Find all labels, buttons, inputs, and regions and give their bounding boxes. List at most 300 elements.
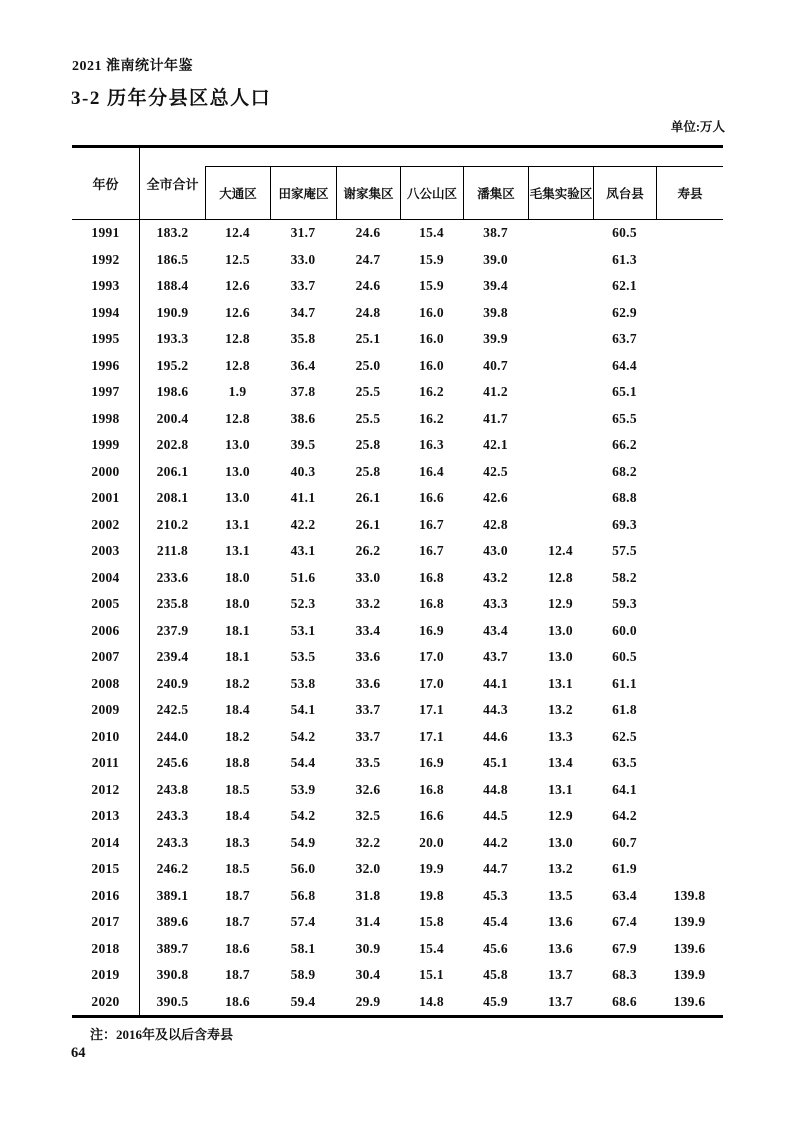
year-cell: 1994 <box>72 300 140 327</box>
value-cell: 53.9 <box>290 781 316 797</box>
value-cell: 61.9 <box>612 861 637 877</box>
value-cell: 68.2 <box>612 463 637 479</box>
value-cell <box>656 353 723 380</box>
value-cell: 14.8 <box>419 993 444 1009</box>
value-cell: 18.5 <box>225 861 250 877</box>
value-cell: 211.8 <box>156 543 189 559</box>
year-cell: 2005 <box>72 591 140 618</box>
table-title: 3-2 历年分县区总人口 <box>71 88 272 109</box>
value-cell <box>528 512 593 539</box>
value-cell: 44.2 <box>483 834 508 850</box>
value-cell: 24.7 <box>355 251 381 267</box>
value-cell: 13.4 <box>548 755 573 771</box>
year-cell: 2006 <box>72 618 140 645</box>
value-cell: 139.8 <box>673 887 706 903</box>
value-cell: 58.1 <box>290 940 316 956</box>
value-cell: 45.3 <box>483 887 508 903</box>
value-cell: 43.0 <box>483 543 508 559</box>
district-header-group <box>205 166 723 219</box>
value-cell: 29.9 <box>355 993 381 1009</box>
table-row <box>72 644 723 671</box>
value-cell: 18.1 <box>225 649 250 665</box>
value-cell: 60.0 <box>612 622 637 638</box>
value-cell: 25.5 <box>355 384 381 400</box>
value-cell <box>656 671 723 698</box>
value-cell <box>656 247 723 274</box>
value-cell: 190.9 <box>156 304 189 320</box>
year-cell: 2018 <box>72 936 140 963</box>
value-cell: 208.1 <box>156 490 189 506</box>
value-cell: 206.1 <box>156 463 189 479</box>
year-cell: 2013 <box>72 803 140 830</box>
value-cell: 198.6 <box>156 384 189 400</box>
value-cell: 19.8 <box>419 887 444 903</box>
value-cell: 16.8 <box>419 596 444 612</box>
value-cell <box>656 697 723 724</box>
value-cell: 239.4 <box>156 649 189 665</box>
value-cell: 63.4 <box>612 887 637 903</box>
year-cell: 1993 <box>72 273 140 300</box>
year-cell: 1996 <box>72 353 140 380</box>
value-cell: 18.5 <box>225 781 250 797</box>
value-cell: 188.4 <box>156 278 189 294</box>
value-cell: 16.8 <box>419 781 444 797</box>
value-cell: 63.5 <box>612 755 637 771</box>
value-cell: 235.8 <box>156 596 189 612</box>
value-cell: 16.8 <box>419 569 444 585</box>
value-cell: 12.4 <box>548 543 573 559</box>
value-cell: 13.0 <box>548 622 573 638</box>
value-cell <box>656 379 723 406</box>
value-cell: 33.6 <box>355 649 381 665</box>
value-cell: 42.2 <box>290 516 316 532</box>
value-cell: 390.5 <box>156 993 189 1009</box>
value-cell: 32.2 <box>355 834 381 850</box>
value-cell: 33.6 <box>355 675 381 691</box>
value-cell: 62.5 <box>612 728 637 744</box>
year-cell: 2017 <box>72 909 140 936</box>
value-cell: 53.8 <box>290 675 316 691</box>
table-row <box>72 406 723 433</box>
value-cell: 18.4 <box>225 702 250 718</box>
value-cell: 45.9 <box>483 993 508 1009</box>
value-cell: 13.6 <box>548 940 573 956</box>
year-cell: 2004 <box>72 565 140 592</box>
value-cell: 19.9 <box>419 861 444 877</box>
value-cell: 40.7 <box>483 357 508 373</box>
value-cell <box>656 538 723 565</box>
value-cell: 38.6 <box>290 410 316 426</box>
value-cell: 30.4 <box>355 967 381 983</box>
value-cell <box>656 273 723 300</box>
value-cell: 39.0 <box>483 251 508 267</box>
value-cell: 18.0 <box>225 596 250 612</box>
value-cell: 33.7 <box>355 702 381 718</box>
value-cell: 56.8 <box>290 887 316 903</box>
value-cell: 12.4 <box>225 225 250 241</box>
value-cell: 53.5 <box>290 649 316 665</box>
value-cell: 37.8 <box>290 384 316 400</box>
value-cell: 233.6 <box>156 569 189 585</box>
table-row <box>72 883 723 910</box>
table-row <box>72 724 723 751</box>
value-cell: 139.6 <box>673 940 706 956</box>
value-cell: 200.4 <box>156 410 189 426</box>
value-cell: 13.0 <box>225 490 250 506</box>
value-cell: 389.7 <box>156 940 189 956</box>
value-cell: 13.1 <box>225 543 250 559</box>
table-row <box>72 353 723 380</box>
value-cell: 62.1 <box>612 278 637 294</box>
table-row <box>72 379 723 406</box>
value-cell <box>528 300 593 327</box>
value-cell: 17.0 <box>419 675 444 691</box>
value-cell: 16.9 <box>419 755 444 771</box>
table-row <box>72 591 723 618</box>
table-row <box>72 326 723 353</box>
footnote: 注：2016年及以后含寿县 <box>90 1027 234 1042</box>
value-cell: 18.0 <box>225 569 250 585</box>
value-cell <box>528 459 593 486</box>
value-cell: 20.0 <box>419 834 444 850</box>
year-cell: 1997 <box>72 379 140 406</box>
value-cell <box>656 459 723 486</box>
value-cell: 67.9 <box>612 940 637 956</box>
table-header <box>72 148 723 220</box>
value-cell: 15.4 <box>419 940 444 956</box>
value-cell: 60.5 <box>612 649 637 665</box>
value-cell: 64.4 <box>612 357 637 373</box>
value-cell: 18.8 <box>225 755 250 771</box>
value-cell: 39.4 <box>483 278 508 294</box>
value-cell: 65.1 <box>612 384 637 400</box>
value-cell: 63.7 <box>612 331 637 347</box>
value-cell: 12.6 <box>225 278 250 294</box>
value-cell: 33.0 <box>355 569 381 585</box>
value-cell: 16.2 <box>419 384 444 400</box>
value-cell: 16.6 <box>419 490 444 506</box>
value-cell: 35.8 <box>290 331 316 347</box>
value-cell: 13.0 <box>225 437 250 453</box>
value-cell: 42.6 <box>483 490 508 506</box>
table-row <box>72 830 723 857</box>
table-row <box>72 432 723 459</box>
value-cell: 45.1 <box>483 755 508 771</box>
table-row <box>72 485 723 512</box>
value-cell: 24.8 <box>355 304 381 320</box>
value-cell: 36.4 <box>290 357 316 373</box>
value-cell: 13.0 <box>548 834 573 850</box>
value-cell: 26.1 <box>355 490 381 506</box>
value-cell: 13.6 <box>548 914 573 930</box>
value-cell: 58.9 <box>290 967 316 983</box>
value-cell: 32.6 <box>355 781 381 797</box>
value-cell: 17.1 <box>419 702 444 718</box>
table-row <box>72 220 723 247</box>
value-cell: 61.8 <box>612 702 637 718</box>
value-cell: 12.8 <box>225 331 250 347</box>
value-cell: 16.3 <box>419 437 444 453</box>
year-cell: 2015 <box>72 856 140 883</box>
value-cell: 39.8 <box>483 304 508 320</box>
value-cell: 195.2 <box>156 357 189 373</box>
value-cell <box>656 803 723 830</box>
value-cell: 60.7 <box>612 834 637 850</box>
value-cell: 139.9 <box>673 967 706 983</box>
year-cell: 2016 <box>72 883 140 910</box>
value-cell <box>656 618 723 645</box>
value-cell: 24.6 <box>355 225 381 241</box>
value-cell: 52.3 <box>290 596 316 612</box>
value-cell: 246.2 <box>156 861 189 877</box>
value-cell: 41.1 <box>290 490 316 506</box>
value-cell: 64.1 <box>612 781 637 797</box>
year-cell: 1991 <box>72 220 140 247</box>
value-cell: 193.3 <box>156 331 189 347</box>
value-cell: 41.2 <box>483 384 508 400</box>
value-cell: 17.1 <box>419 728 444 744</box>
value-cell: 54.2 <box>290 808 316 824</box>
value-cell: 24.6 <box>355 278 381 294</box>
value-cell: 12.9 <box>548 808 573 824</box>
value-cell: 33.7 <box>355 728 381 744</box>
value-cell: 17.0 <box>419 649 444 665</box>
table-row <box>72 989 723 1016</box>
value-cell <box>528 379 593 406</box>
value-cell: 13.0 <box>548 649 573 665</box>
value-cell: 13.7 <box>548 993 573 1009</box>
column-header-year: 年份 <box>72 148 140 219</box>
value-cell: 242.5 <box>156 702 189 718</box>
value-cell: 139.6 <box>673 993 706 1009</box>
value-cell: 43.3 <box>483 596 508 612</box>
value-cell: 12.9 <box>548 596 573 612</box>
value-cell: 1.9 <box>228 384 247 400</box>
value-cell <box>528 485 593 512</box>
column-header-district-6: 凤台县 <box>593 167 656 219</box>
year-cell: 1995 <box>72 326 140 353</box>
value-cell: 244.0 <box>156 728 189 744</box>
value-cell: 39.9 <box>483 331 508 347</box>
value-cell: 68.6 <box>612 993 637 1009</box>
value-cell <box>656 777 723 804</box>
value-cell: 240.9 <box>156 675 189 691</box>
value-cell: 44.1 <box>483 675 508 691</box>
value-cell: 15.1 <box>419 967 444 983</box>
value-cell: 16.0 <box>419 331 444 347</box>
value-cell: 18.7 <box>225 887 250 903</box>
value-cell: 61.3 <box>612 251 637 267</box>
value-cell: 45.4 <box>483 914 508 930</box>
value-cell: 16.7 <box>419 543 444 559</box>
year-cell: 2001 <box>72 485 140 512</box>
value-cell <box>656 300 723 327</box>
table-row <box>72 856 723 883</box>
value-cell: 16.7 <box>419 516 444 532</box>
value-cell: 18.3 <box>225 834 250 850</box>
value-cell: 15.9 <box>419 278 444 294</box>
value-cell: 18.4 <box>225 808 250 824</box>
value-cell: 389.6 <box>156 914 189 930</box>
value-cell: 42.8 <box>483 516 508 532</box>
value-cell: 32.0 <box>355 861 381 877</box>
table-body <box>72 220 723 1015</box>
year-cell: 2010 <box>72 724 140 751</box>
value-cell: 44.8 <box>483 781 508 797</box>
year-cell: 1999 <box>72 432 140 459</box>
value-cell: 54.1 <box>290 702 316 718</box>
year-cell: 2000 <box>72 459 140 486</box>
value-cell: 31.7 <box>290 225 316 241</box>
value-cell: 44.7 <box>483 861 508 877</box>
column-header-district-4: 潘集区 <box>463 167 528 219</box>
value-cell: 59.3 <box>612 596 637 612</box>
value-cell: 33.4 <box>355 622 381 638</box>
year-cell: 2007 <box>72 644 140 671</box>
value-cell: 12.8 <box>548 569 573 585</box>
value-cell: 25.8 <box>355 463 381 479</box>
value-cell: 30.9 <box>355 940 381 956</box>
value-cell <box>656 750 723 777</box>
value-cell: 18.2 <box>225 675 250 691</box>
table-row <box>72 909 723 936</box>
value-cell <box>528 247 593 274</box>
value-cell: 42.5 <box>483 463 508 479</box>
value-cell: 33.0 <box>290 251 316 267</box>
value-cell: 13.2 <box>548 702 573 718</box>
table-row <box>72 962 723 989</box>
population-table <box>72 145 723 1018</box>
value-cell: 13.3 <box>548 728 573 744</box>
value-cell: 57.5 <box>612 543 637 559</box>
value-cell: 43.2 <box>483 569 508 585</box>
value-cell: 56.0 <box>290 861 316 877</box>
table-row <box>72 618 723 645</box>
value-cell <box>656 644 723 671</box>
value-cell: 43.4 <box>483 622 508 638</box>
value-cell: 31.4 <box>355 914 381 930</box>
value-cell: 183.2 <box>156 225 189 241</box>
table-row <box>72 697 723 724</box>
column-header-district-0: 大通区 <box>205 167 270 219</box>
table-row <box>72 300 723 327</box>
value-cell <box>656 432 723 459</box>
value-cell: 54.2 <box>290 728 316 744</box>
value-cell: 59.4 <box>290 993 316 1009</box>
value-cell: 16.9 <box>419 622 444 638</box>
value-cell: 16.0 <box>419 304 444 320</box>
value-cell: 13.7 <box>548 967 573 983</box>
value-cell: 16.4 <box>419 463 444 479</box>
year-cell: 2012 <box>72 777 140 804</box>
value-cell: 243.8 <box>156 781 189 797</box>
year-cell: 1992 <box>72 247 140 274</box>
value-cell <box>656 406 723 433</box>
year-cell: 2003 <box>72 538 140 565</box>
value-cell: 25.8 <box>355 437 381 453</box>
value-cell <box>528 326 593 353</box>
value-cell: 34.7 <box>290 304 316 320</box>
value-cell <box>528 432 593 459</box>
value-cell: 12.8 <box>225 357 250 373</box>
value-cell: 12.5 <box>225 251 250 267</box>
value-cell: 58.2 <box>612 569 637 585</box>
table-row <box>72 273 723 300</box>
value-cell: 16.6 <box>419 808 444 824</box>
value-cell: 41.7 <box>483 410 508 426</box>
value-cell: 54.9 <box>290 834 316 850</box>
value-cell <box>656 326 723 353</box>
value-cell: 33.2 <box>355 596 381 612</box>
value-cell <box>656 485 723 512</box>
year-cell: 2014 <box>72 830 140 857</box>
value-cell: 13.5 <box>548 887 573 903</box>
table-row <box>72 512 723 539</box>
value-cell: 44.3 <box>483 702 508 718</box>
value-cell: 26.1 <box>355 516 381 532</box>
value-cell: 16.0 <box>419 357 444 373</box>
year-cell: 2009 <box>72 697 140 724</box>
value-cell: 68.8 <box>612 490 637 506</box>
value-cell <box>528 220 593 247</box>
book-header: 2021 淮南统计年鉴 <box>72 59 193 74</box>
value-cell: 43.7 <box>483 649 508 665</box>
value-cell: 39.5 <box>290 437 316 453</box>
value-cell: 44.6 <box>483 728 508 744</box>
value-cell: 13.2 <box>548 861 573 877</box>
value-cell: 186.5 <box>156 251 189 267</box>
year-cell: 2008 <box>72 671 140 698</box>
value-cell: 65.5 <box>612 410 637 426</box>
value-cell <box>656 724 723 751</box>
value-cell: 44.5 <box>483 808 508 824</box>
page-number: 64 <box>71 1045 86 1061</box>
value-cell: 210.2 <box>156 516 189 532</box>
value-cell: 60.5 <box>612 225 637 241</box>
year-cell: 2019 <box>72 962 140 989</box>
column-header-district-2: 谢家集区 <box>336 167 400 219</box>
value-cell: 237.9 <box>156 622 189 638</box>
value-cell <box>528 353 593 380</box>
column-header-district-1: 田家庵区 <box>270 167 336 219</box>
value-cell: 13.0 <box>225 463 250 479</box>
value-cell: 243.3 <box>156 808 189 824</box>
value-cell: 12.8 <box>225 410 250 426</box>
table-row <box>72 565 723 592</box>
value-cell: 45.8 <box>483 967 508 983</box>
value-cell <box>656 220 723 247</box>
value-cell: 40.3 <box>290 463 316 479</box>
value-cell: 45.6 <box>483 940 508 956</box>
value-cell <box>656 565 723 592</box>
value-cell: 64.2 <box>612 808 637 824</box>
value-cell: 53.1 <box>290 622 316 638</box>
value-cell: 16.2 <box>419 410 444 426</box>
column-header-district-3: 八公山区 <box>400 167 463 219</box>
value-cell: 18.2 <box>225 728 250 744</box>
value-cell: 13.1 <box>548 781 573 797</box>
value-cell: 33.7 <box>290 278 316 294</box>
value-cell <box>656 856 723 883</box>
year-cell: 1998 <box>72 406 140 433</box>
value-cell: 18.6 <box>225 993 250 1009</box>
value-cell: 18.7 <box>225 967 250 983</box>
value-cell: 69.3 <box>612 516 637 532</box>
value-cell: 202.8 <box>156 437 189 453</box>
table-row <box>72 538 723 565</box>
value-cell: 62.9 <box>612 304 637 320</box>
value-cell: 15.8 <box>419 914 444 930</box>
